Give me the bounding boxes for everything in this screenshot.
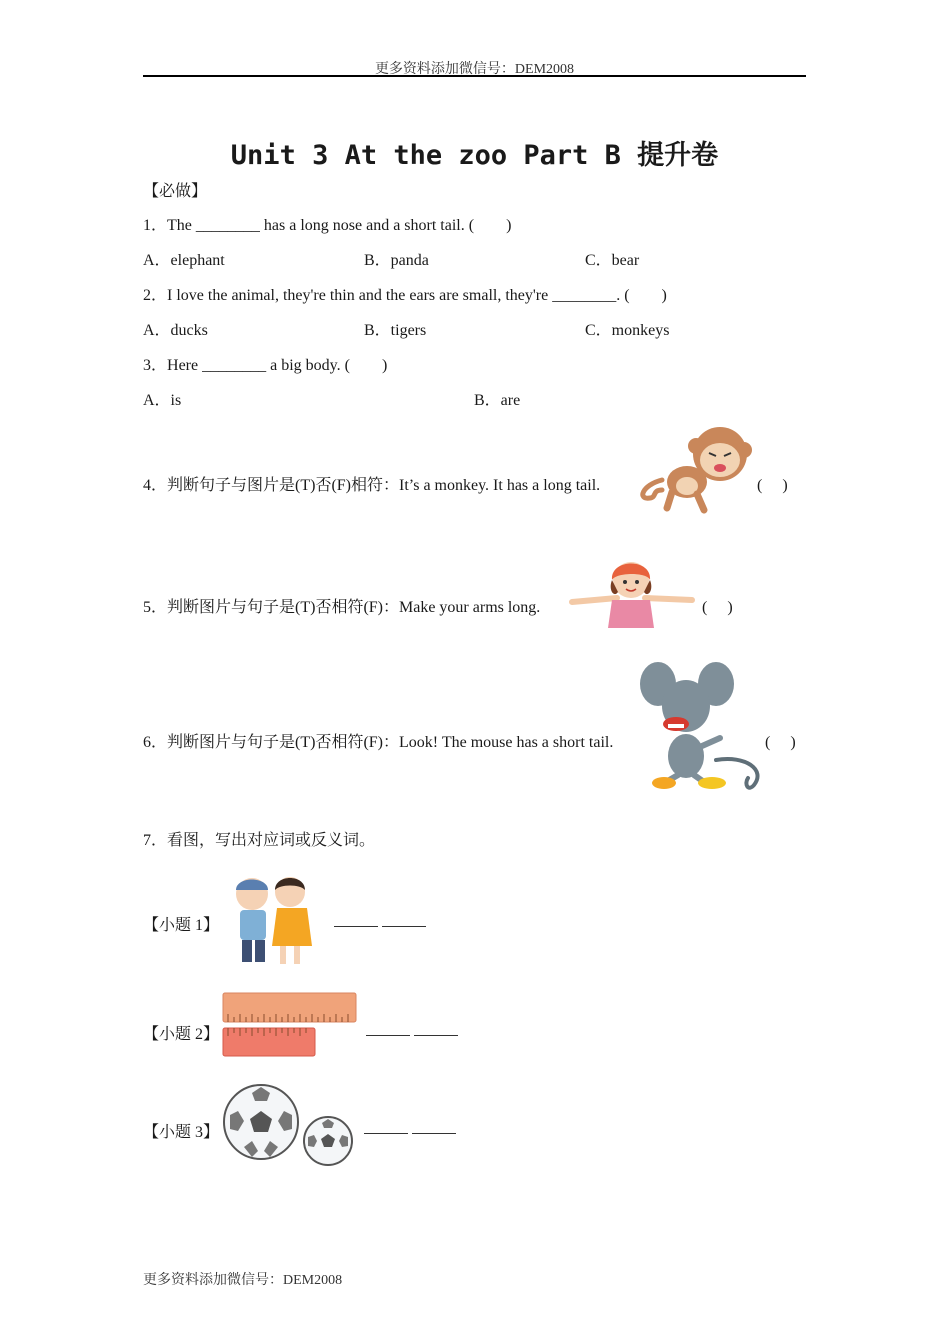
big-small-balls-image (222, 1081, 356, 1169)
question-text: The ________ has a long nose and a short tail. ( ) (167, 217, 512, 234)
question-text: 判断图片与句子是(T)否相符(F)：Look! The mouse has a short tail. (167, 734, 614, 751)
question-number: 5． (143, 599, 168, 616)
answer-blank[interactable] (364, 1119, 408, 1134)
question-number: 2． (143, 287, 168, 304)
answer-blank[interactable] (382, 912, 426, 927)
answer-paren-4[interactable]: ( ) (757, 477, 788, 494)
q2-option-b[interactable]: B．tigers (364, 322, 427, 339)
question-number: 1． (143, 217, 168, 234)
question-number: 7． (143, 832, 168, 849)
answer-blank[interactable] (334, 912, 378, 927)
question-text: 看图，写出对应词或反义词。 (167, 832, 376, 849)
q1-option-a[interactable]: A．elephant (143, 252, 225, 269)
header-divider (143, 75, 806, 77)
answer-blanks-2[interactable] (366, 1021, 462, 1041)
q3-option-a[interactable]: A．is (143, 392, 182, 409)
question-text: Here ________ a big body. ( ) (167, 357, 388, 374)
page-header-text: 更多资料添加微信号：DEM2008 (374, 62, 575, 77)
page-title: Unit 3 At the zoo Part B 提升卷 (230, 140, 719, 171)
question-text: 判断图片与句子是(T)否相符(F)：Make your arms long. (167, 599, 541, 616)
girl-arms-out-image (562, 550, 700, 628)
long-short-rulers-image (222, 992, 358, 1058)
question-number: 6． (143, 734, 168, 751)
answer-blanks-3[interactable] (364, 1119, 460, 1139)
subquestion-1-label: 【小题 1】 (143, 917, 220, 934)
page-footer-text: 更多资料添加微信号：DEM2008 (143, 1273, 343, 1288)
q3-option-b[interactable]: B．are (474, 392, 521, 409)
q2-option-a[interactable]: A．ducks (143, 322, 208, 339)
question-5 (143, 594, 540, 617)
answer-blank[interactable] (412, 1119, 456, 1134)
monkey-image (632, 420, 756, 516)
q2-option-c[interactable]: C．monkeys (585, 322, 670, 339)
two-children-image (222, 858, 322, 978)
question-6 (143, 729, 613, 752)
q1-option-c[interactable]: C．bear (585, 252, 640, 269)
question-7 (143, 827, 375, 850)
question-text: I love the animal, they're thin and the ears are small, they're ________. ( ) (167, 287, 667, 304)
answer-blank[interactable] (414, 1021, 458, 1036)
answer-blanks-1[interactable] (334, 912, 430, 932)
question-1 (143, 212, 511, 235)
subquestion-2-label: 【小题 2】 (143, 1026, 220, 1043)
subquestion-3-label: 【小题 3】 (143, 1124, 220, 1141)
question-3 (143, 352, 387, 375)
question-text: 判断句子与图片是(T)否(F)相符：It’s a monkey. It has a long tail. (167, 477, 601, 494)
question-number: 4． (143, 477, 168, 494)
q1-option-b[interactable]: B．panda (364, 252, 429, 269)
question-2 (143, 282, 667, 305)
answer-paren-5[interactable]: ( ) (702, 599, 733, 616)
question-4 (143, 472, 600, 495)
section-label: 【必做】 (143, 183, 208, 200)
question-number: 3． (143, 357, 168, 374)
answer-paren-6[interactable]: ( ) (765, 734, 796, 751)
answer-blank[interactable] (366, 1021, 410, 1036)
mouse-image (636, 660, 766, 794)
